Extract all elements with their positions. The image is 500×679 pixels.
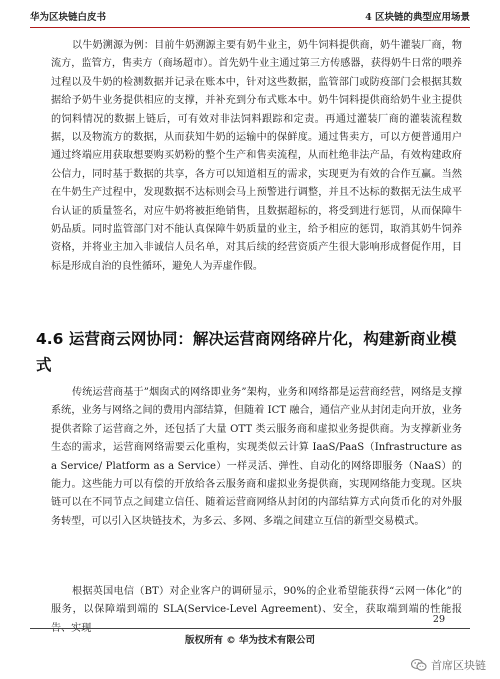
running-header [30, 9, 470, 23]
section-heading: 4.6 运营商云网协同：解决运营商网络碎片化，构建新商业模式 [36, 330, 457, 374]
page-number: 29 [432, 614, 445, 625]
footer-rule [30, 628, 470, 629]
watermark [411, 656, 486, 674]
paragraph-milk-traceability [51, 37, 462, 276]
header-rule [30, 27, 470, 28]
paragraph-text: 根据英国电信（BT）对企业客户的调研显示，90%的企业希望能获得“云网一体化”的服务，以保障端到端的 SLA(Service-Level Agreement)、安全，获取端到端的性能报告、实现 [51, 586, 462, 634]
wechat-icon [411, 658, 427, 672]
header-right: 4 区块链的典型应用场景 [365, 12, 470, 23]
paragraph-bt-survey [51, 583, 462, 638]
paragraph-text: 以牛奶溯源为例：目前牛奶溯源主要有奶牛业主，奶牛饲料提供商，奶牛灌装厂商，物流方，监管方，售卖方（商场超市）。首先奶牛业主通过第三方传感器，获得奶牛日常的喂养过程以及牛奶的检测数据并记录在账本中，针对这些数据，监管部门或防疫部门会根据其数据给予奶牛业务提供相应的支撑，并补充到分布式账本中。奶牛饲料提供商给奶牛业主提供的饲料情况的数据上链后，可有效对非法饲料跟踪和定责。再通过灌装厂商的灌装流程数据，以及物流方的数据，从而获知牛奶的运输中的保鲜度。通过售卖方，可以方便普通用户通过终端应用获取想要购买奶粉的整个生产和售卖流程，从而杜绝非法产品，有效构建政府公信力，同时基于数据的共享，各方可以知道相互的需求，实现更为有效的合作互赢。当然在牛奶生产过程中，发现数据不达标则会马上预警进行调整，并且不达标的数据无法生成平台认证的质量签名，对应牛奶将被拒绝销售，且数据超标的，将受到进行惩罚，从而保障牛奶品质。同时监管部门对不能认真保障牛奶质量的业主，给予相应的惩罚，取消其奶牛饲养资格，并将业主加入非诚信人员名单，对其后续的经营资质产生很大影响形成督促作用，目标是形成自治的良性循环，避免人为弄虚作假。 [51, 40, 462, 272]
header-left: 华为区块链白皮书 [30, 12, 107, 23]
watermark-text: 首席区块链 [431, 659, 486, 672]
paragraph-text: 传统运营商基于”烟囱式的网络即业务”架构，业务和网络都是运营商经营，网络是支撑系统，业务与网络之间的费用内部结算，但随着 ICT 融合，通信产业从封闭走向开放，业务提供者除了运营商之外，还包括了大量 OTT 类云服务商和虚拟业务提供商。为支撑新业务生态的需求，运营商网络需要云化重构，实现类似云计算 IaaS/PaaS（Infrastructure as a Service/ Platform as a Service）一样灵活、弹性、自动化的网络即服务（NaaS）的能力。这些能力可以有偿的开放给各云服务商和虚拟业务提供商，实现网络能力变现。区块链可以在不同节点之间建立信任、随着运营商网络从封闭的内部结算方式向货币化的对外服务转型，可以引入区块链技术，为多云、多网、多端之间建立互信的新型交易模式。 [51, 387, 462, 527]
paragraph-operator-network [51, 384, 462, 531]
footer-copyright: 版权所有 © 华为技术有限公司 [184, 635, 316, 646]
